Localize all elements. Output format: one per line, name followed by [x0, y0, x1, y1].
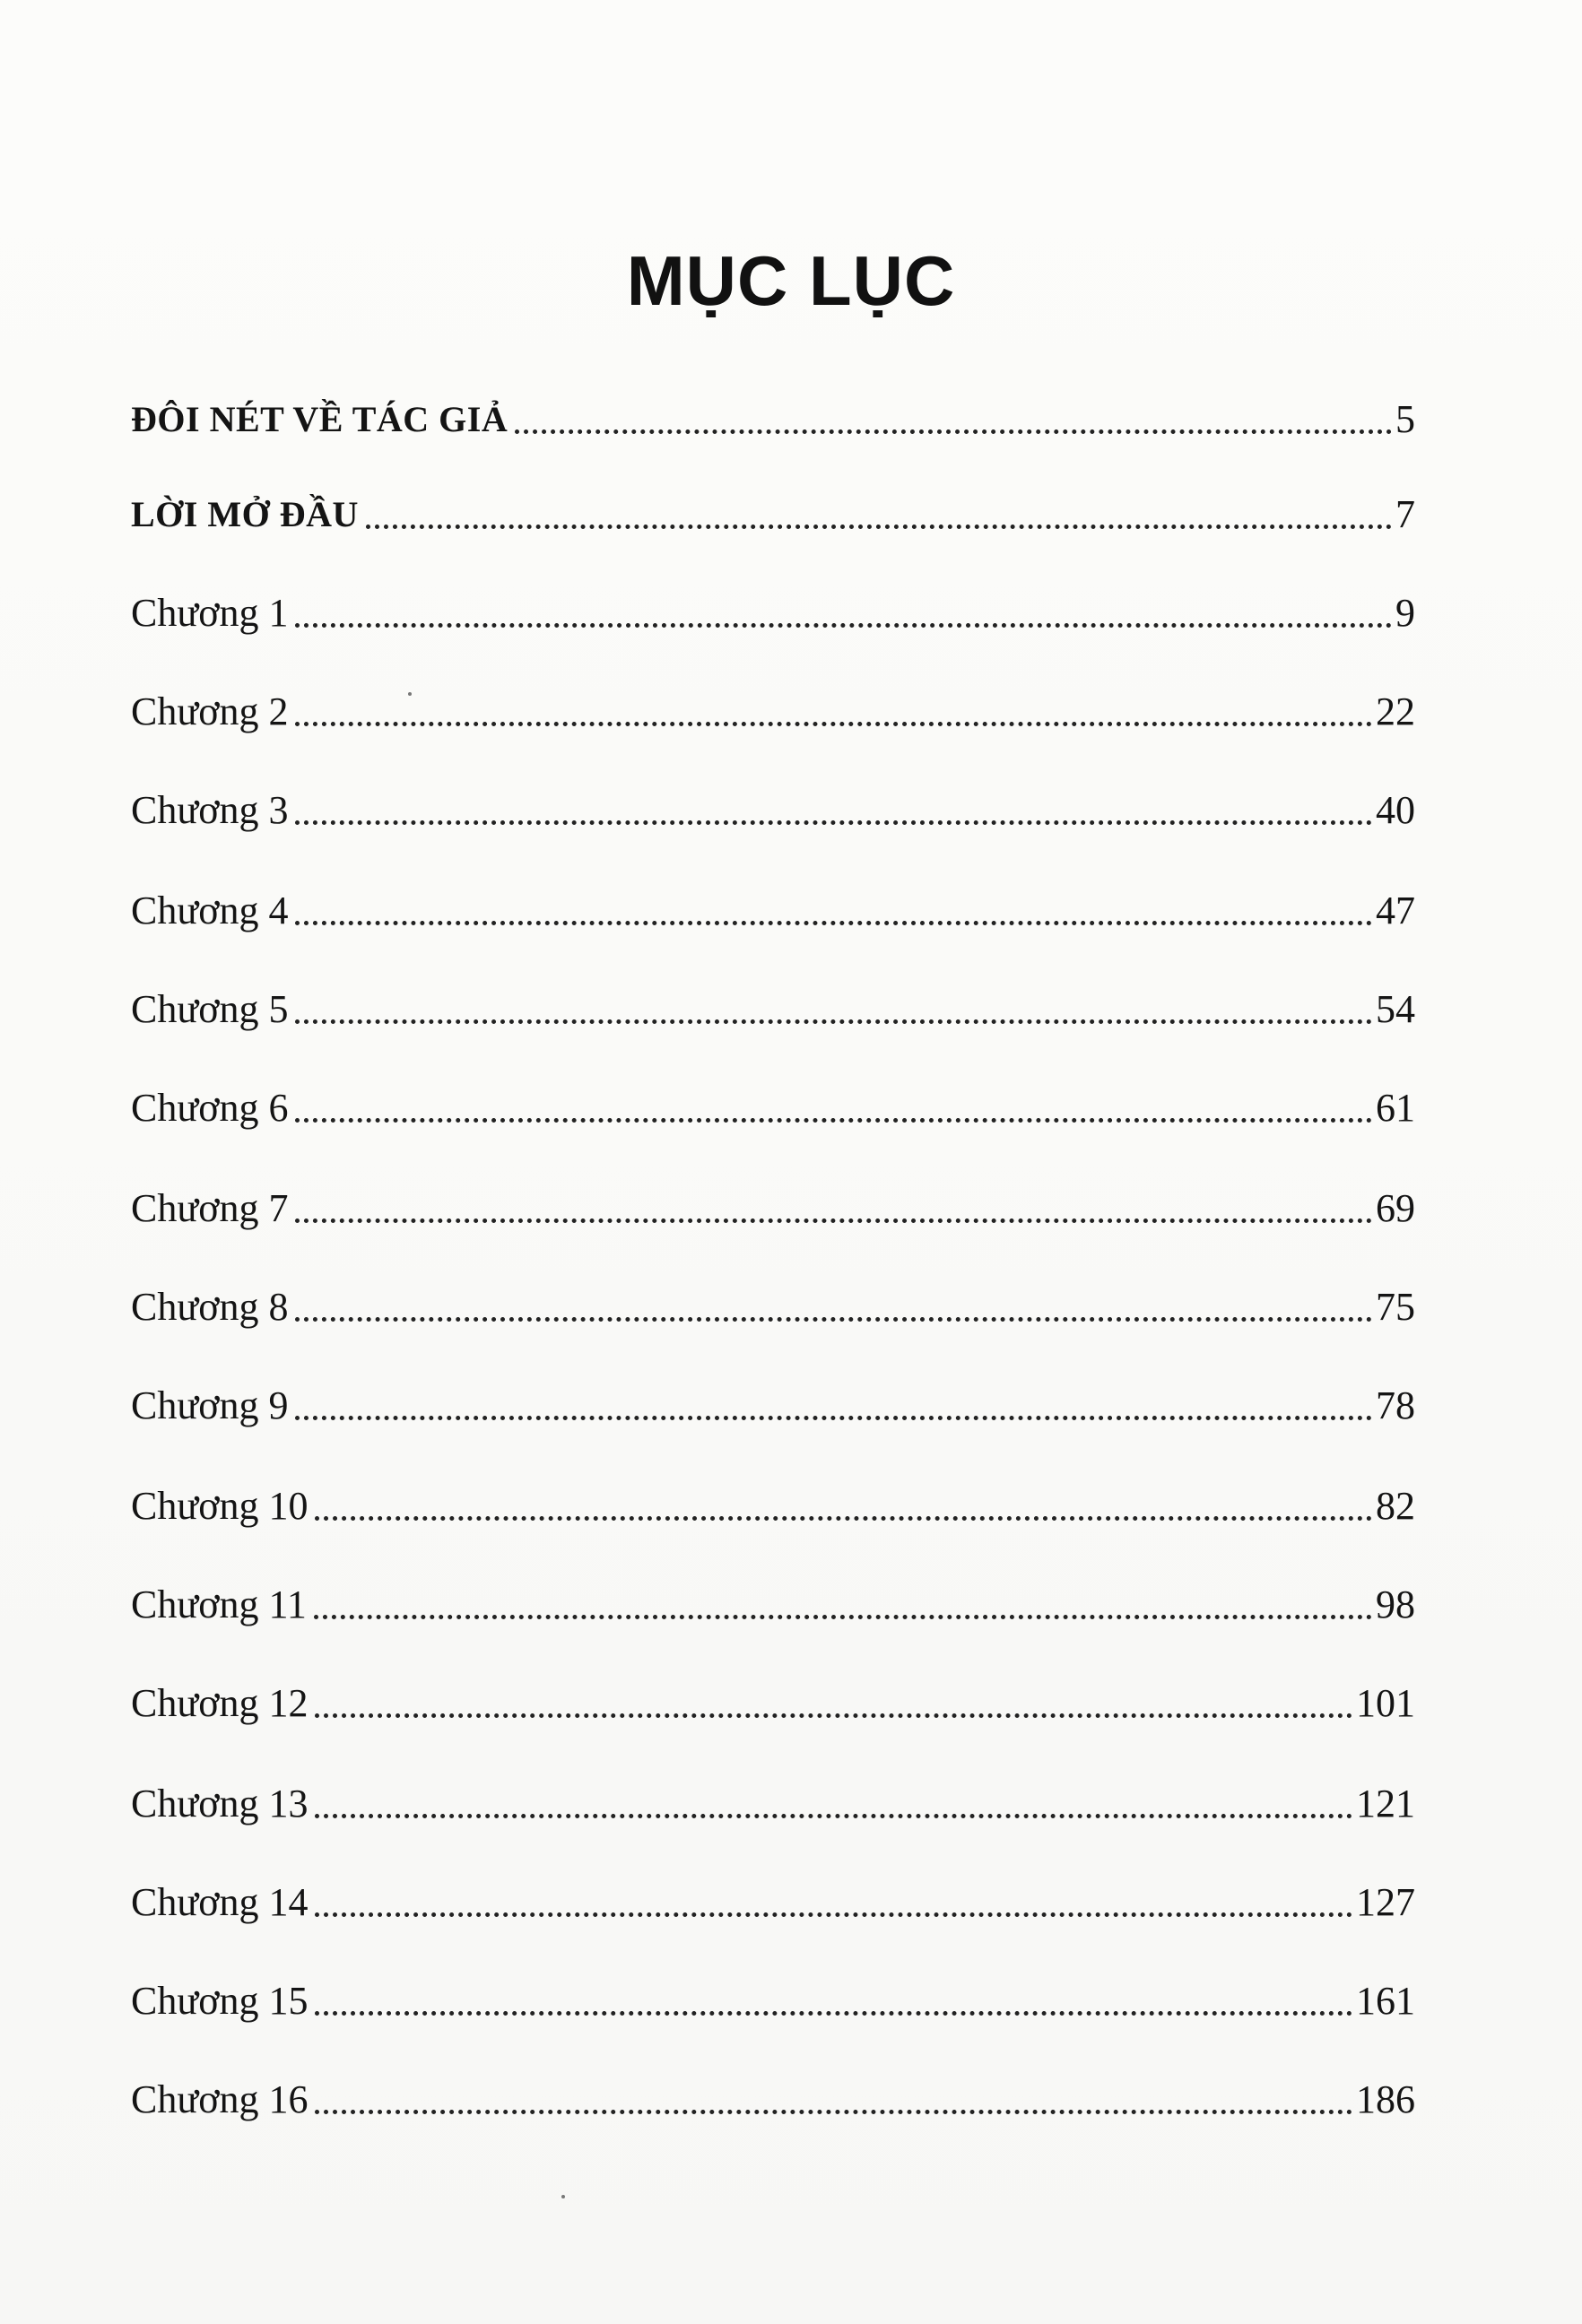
toc-entry-label: Chương 10 [131, 1484, 309, 1528]
toc-entry [131, 1271, 1415, 1334]
toc-entry-page-number: 47 [1376, 889, 1415, 932]
toc-entry [131, 1072, 1415, 1135]
page-title: MỤC LỤC [626, 241, 956, 320]
toc-entry-page-number: 75 [1376, 1285, 1415, 1329]
toc-entry-label: Chương 5 [131, 987, 289, 1031]
toc-entry [131, 875, 1415, 938]
toc-entry-page-number: 78 [1376, 1383, 1415, 1427]
toc-entry-label: Chương 2 [131, 689, 289, 733]
toc-entry-label: Chương 1 [131, 591, 289, 635]
toc-entry [131, 1470, 1415, 1533]
toc-entry-label: Chương 9 [131, 1383, 289, 1427]
toc-entry-label: Chương 13 [131, 1782, 309, 1825]
dot-leader [315, 1912, 1352, 1917]
dot-leader [295, 1416, 1372, 1420]
toc-entry-label: Chương 7 [131, 1186, 289, 1230]
dot-leader [315, 1814, 1352, 1818]
toc-entry-page-number: 22 [1376, 689, 1415, 733]
dot-leader [295, 623, 1392, 628]
toc-entry-label: Chương 11 [131, 1583, 307, 1626]
dot-leader [295, 921, 1372, 925]
toc-entry [131, 1370, 1415, 1433]
toc-entry-label: Chương 16 [131, 2077, 309, 2121]
toc-entry [131, 577, 1415, 640]
toc-entry-label: LỜI MỞ ĐẦU [131, 494, 359, 534]
toc-entry-page-number: 61 [1376, 1086, 1415, 1130]
dot-leader [515, 429, 1392, 434]
toc-entry-label: Chương 3 [131, 788, 289, 832]
toc-entry-label: Chương 12 [131, 1681, 309, 1725]
toc-entry-page-number: 69 [1376, 1186, 1415, 1230]
toc-entry-label: Chương 15 [131, 1979, 309, 2023]
toc-entry [131, 1569, 1415, 1632]
toc-entry-page-number: 186 [1356, 2077, 1415, 2121]
toc-entry [131, 775, 1415, 837]
toc-entry-page-number: 9 [1395, 591, 1415, 635]
paper-speck [561, 2195, 565, 2198]
toc-entry-page-number: 98 [1376, 1583, 1415, 1626]
toc-entry [131, 974, 1415, 1036]
dot-leader [295, 1019, 1372, 1024]
toc-entry [131, 1668, 1415, 1730]
dot-leader [315, 1516, 1372, 1521]
dot-leader [295, 1118, 1372, 1123]
dot-leader [295, 722, 1372, 726]
toc-entry [131, 1768, 1415, 1831]
toc-entry [131, 1965, 1415, 2028]
toc-entry-label: Chương 6 [131, 1086, 289, 1130]
toc-entry [131, 1173, 1415, 1236]
toc-entry-label: Chương 4 [131, 889, 289, 932]
toc-entry-label: Chương 14 [131, 1880, 309, 1924]
toc-entry-page-number: 7 [1395, 492, 1415, 536]
toc-entry [131, 479, 1415, 542]
dot-leader [314, 1615, 1372, 1619]
toc-entry [131, 1867, 1415, 1929]
dot-leader [295, 1218, 1372, 1223]
toc-entry-page-number: 127 [1356, 1880, 1415, 1924]
toc-entry-label: ĐÔI NÉT VỀ TÁC GIẢ [131, 399, 508, 439]
dot-leader [295, 1317, 1372, 1322]
dot-leader [315, 2011, 1352, 2016]
toc-entry-page-number: 5 [1395, 397, 1415, 441]
dot-leader [366, 525, 1392, 529]
toc-entry-page-number: 40 [1376, 788, 1415, 832]
toc-entry-page-number: 161 [1356, 1979, 1415, 2023]
toc-entry-page-number: 121 [1356, 1782, 1415, 1825]
toc-entry-page-number: 101 [1356, 1681, 1415, 1725]
dot-leader [295, 820, 1372, 825]
dot-leader [315, 2110, 1352, 2114]
toc-entry [131, 676, 1415, 739]
toc-entry-page-number: 54 [1376, 987, 1415, 1031]
toc-entry-page-number: 82 [1376, 1484, 1415, 1528]
dot-leader [315, 1713, 1352, 1718]
toc-entry [131, 384, 1415, 447]
paper-speck [408, 692, 412, 696]
toc-entry-label: Chương 8 [131, 1285, 289, 1329]
toc-entry [131, 2064, 1415, 2127]
